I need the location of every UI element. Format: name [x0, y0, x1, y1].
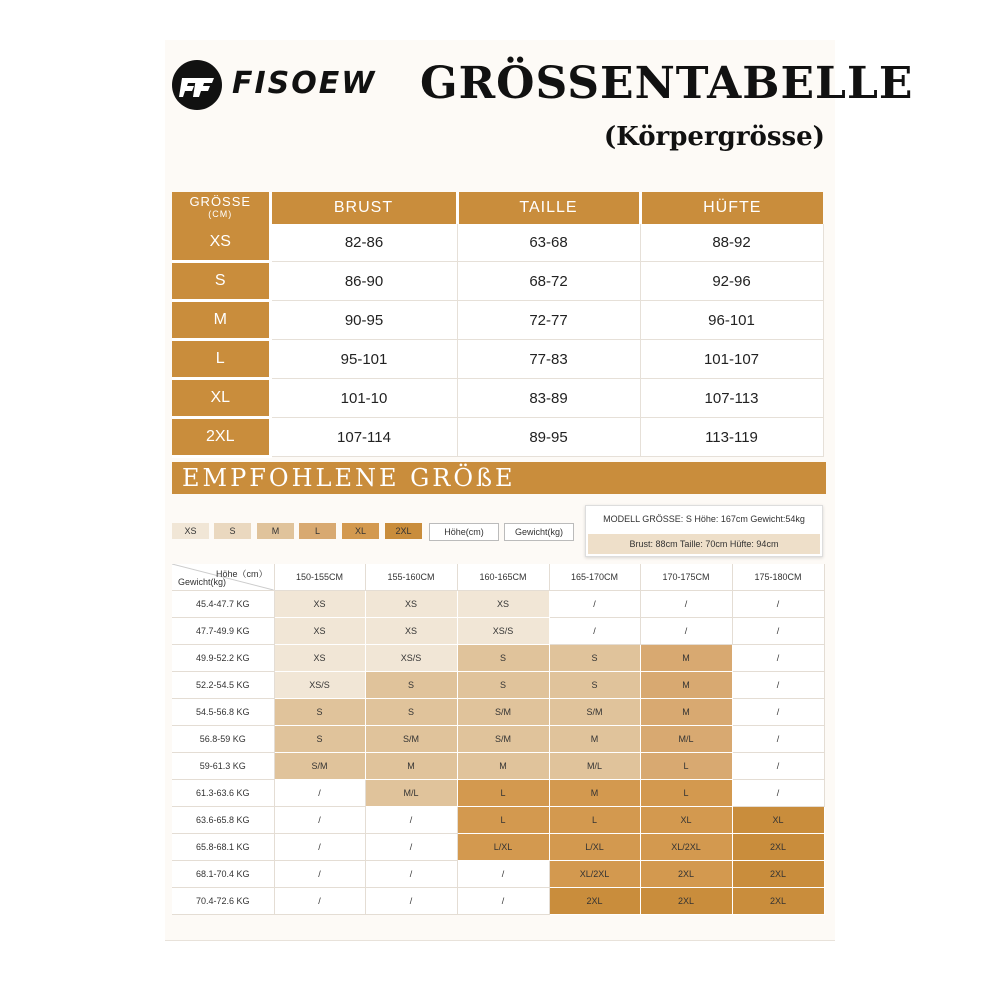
recommended-size-cell: XS/S	[457, 618, 549, 645]
header-taille: TAILLE	[457, 192, 640, 224]
size-row	[172, 301, 823, 340]
legend-swatch-l: L	[299, 523, 336, 539]
recommended-size-cell: L	[549, 807, 640, 834]
weight-row	[172, 861, 824, 888]
recommended-size-cell: /	[732, 618, 824, 645]
weight-row	[172, 888, 824, 915]
recommended-size-cell: 2XL	[732, 888, 824, 915]
weight-row	[172, 645, 824, 672]
size-row	[172, 340, 823, 379]
measurement-cell: 90-95	[270, 301, 457, 340]
recommended-size-cell: S	[457, 645, 549, 672]
recommended-size-cell: S/M	[457, 726, 549, 753]
recommended-size-cell: /	[274, 780, 365, 807]
size-table-header	[172, 192, 823, 224]
legend-swatch-xl: XL	[342, 523, 379, 539]
recommended-size-cell: L	[640, 753, 732, 780]
measurement-cell: 63-68	[457, 224, 640, 262]
recommended-size-cell: L	[457, 780, 549, 807]
recommended-size-cell: M/L	[640, 726, 732, 753]
recommended-size-cell: XL	[640, 807, 732, 834]
recommended-size-cell: 2XL	[640, 888, 732, 915]
measurement-cell: 88-92	[640, 224, 823, 262]
recommended-size-cell: /	[274, 888, 365, 915]
recommended-size-cell: XS/S	[274, 672, 365, 699]
height-header: 160-165CM	[457, 564, 549, 591]
model-measurements-line: Brust: 88cm Taille: 70cm Hüfte: 94cm	[588, 534, 820, 554]
measurement-cell: 107-113	[640, 379, 823, 418]
size-row	[172, 418, 823, 457]
recommended-size-cell: M	[457, 753, 549, 780]
recommended-size-cell: 2XL	[549, 888, 640, 915]
weight-row	[172, 591, 824, 618]
size-label: S	[172, 262, 270, 301]
recommended-size-cell: /	[732, 753, 824, 780]
measurement-cell: 89-95	[457, 418, 640, 457]
measurement-cell: 72-77	[457, 301, 640, 340]
recommended-size-cell: S	[549, 645, 640, 672]
recommended-size-cell: /	[365, 861, 457, 888]
legend-weight: Gewicht(kg)	[504, 523, 574, 541]
recommended-size-cell: XL/2XL	[640, 834, 732, 861]
recommended-size-banner	[172, 462, 826, 494]
recommended-size-cell: 2XL	[640, 861, 732, 888]
legend-height: Höhe(cm)	[429, 523, 499, 541]
recommended-size-cell: /	[274, 834, 365, 861]
weight-label: 68.1-70.4 KG	[172, 861, 274, 888]
weight-label: 61.3-63.6 KG	[172, 780, 274, 807]
size-table-corner	[172, 192, 270, 224]
weight-row	[172, 780, 824, 807]
size-label: M	[172, 301, 270, 340]
size-row	[172, 224, 823, 262]
model-size-line: MODELL GRÖSSE: S Höhe: 167cm Gewicht:54kg	[603, 514, 805, 524]
weight-row	[172, 807, 824, 834]
measurement-cell: 101-107	[640, 340, 823, 379]
recommended-size-cell: /	[732, 780, 824, 807]
recommended-size-cell: M/L	[365, 780, 457, 807]
size-label: XL	[172, 379, 270, 418]
weight-label: 63.6-65.8 KG	[172, 807, 274, 834]
size-label: 2XL	[172, 418, 270, 457]
measurement-cell: 83-89	[457, 379, 640, 418]
banner-title: EMPFOHLENE GRÖßE	[182, 464, 516, 492]
recommended-size-cell: /	[732, 726, 824, 753]
size-label: XS	[172, 224, 270, 262]
weight-row	[172, 753, 824, 780]
measurement-cell: 77-83	[457, 340, 640, 379]
measurement-cell: 107-114	[270, 418, 457, 457]
corner-unit: (CM)	[208, 209, 233, 219]
recommended-size-cell: M/L	[549, 753, 640, 780]
recommended-size-cell: M	[640, 672, 732, 699]
recommended-size-cell: L/XL	[457, 834, 549, 861]
recommended-size-cell: /	[640, 591, 732, 618]
recommended-size-cell: S/M	[549, 699, 640, 726]
recommended-size-cell: M	[640, 699, 732, 726]
weight-row	[172, 672, 824, 699]
recommended-size-cell: L/XL	[549, 834, 640, 861]
size-label: L	[172, 340, 270, 379]
recommended-size-cell: 2XL	[732, 834, 824, 861]
recommended-size-cell: /	[457, 888, 549, 915]
recommended-size-cell: L	[457, 807, 549, 834]
measurement-cell: 92-96	[640, 262, 823, 301]
weight-label: 70.4-72.6 KG	[172, 888, 274, 915]
logo-f-icon	[178, 66, 216, 104]
recommended-size-cell: XS	[365, 591, 457, 618]
recommended-size-cell: S	[365, 699, 457, 726]
measurement-cell: 95-101	[270, 340, 457, 379]
legend-swatch-m: M	[257, 523, 294, 539]
recommended-size-cell: XS	[365, 618, 457, 645]
legend-swatch-2xl: 2XL	[385, 523, 422, 539]
recommended-size-cell: /	[640, 618, 732, 645]
weight-row	[172, 726, 824, 753]
weight-row	[172, 618, 824, 645]
recommended-size-cell: XS	[457, 591, 549, 618]
height-header: 150-155CM	[274, 564, 365, 591]
header-huefte: HÜFTE	[640, 192, 823, 224]
recommended-size-cell: S/M	[457, 699, 549, 726]
weight-row	[172, 699, 824, 726]
recommended-size-cell: /	[457, 861, 549, 888]
weight-label: 65.8-68.1 KG	[172, 834, 274, 861]
recommendation-corner	[172, 564, 274, 591]
recommended-size-cell: M	[640, 645, 732, 672]
recommended-size-cell: XS	[274, 645, 365, 672]
brand-name: FISOEW	[232, 66, 377, 101]
page-title: GRÖSSENTABELLE	[420, 58, 914, 109]
measurement-cell: 82-86	[270, 224, 457, 262]
weight-row	[172, 834, 824, 861]
recommendation-table	[172, 564, 825, 915]
recommended-size-cell: S/M	[365, 726, 457, 753]
recommended-size-cell: S	[457, 672, 549, 699]
height-header: 170-175CM	[640, 564, 732, 591]
header-brust: BRUST	[270, 192, 457, 224]
recommended-size-cell: XS	[274, 618, 365, 645]
size-row	[172, 262, 823, 301]
corner-weight-label: Gewicht(kg)	[178, 577, 227, 587]
measurement-cell: 101-10	[270, 379, 457, 418]
page-subtitle: (Körpergrösse)	[603, 122, 825, 152]
size-table	[172, 192, 824, 458]
recommended-size-cell: /	[274, 807, 365, 834]
recommended-size-cell: S	[274, 699, 365, 726]
recommended-size-cell: /	[732, 672, 824, 699]
height-header: 165-170CM	[549, 564, 640, 591]
recommended-size-cell: S	[549, 672, 640, 699]
recommended-size-cell: /	[549, 618, 640, 645]
measurement-cell: 68-72	[457, 262, 640, 301]
height-header: 175-180CM	[732, 564, 824, 591]
measurement-cell: 96-101	[640, 301, 823, 340]
recommended-size-cell: M	[549, 726, 640, 753]
recommended-size-cell: /	[732, 645, 824, 672]
recommended-size-cell: S	[365, 672, 457, 699]
size-row	[172, 379, 823, 418]
legend-swatch-xs: XS	[172, 523, 209, 539]
recommended-size-cell: XS	[274, 591, 365, 618]
recommended-size-cell: XL	[732, 807, 824, 834]
divider	[165, 940, 835, 941]
recommended-size-cell: /	[365, 807, 457, 834]
legend-swatch-s: S	[214, 523, 251, 539]
recommended-size-cell: /	[732, 699, 824, 726]
weight-label: 56.8-59 KG	[172, 726, 274, 753]
recommended-size-cell: /	[549, 591, 640, 618]
brand-logo	[172, 60, 222, 110]
recommended-size-cell: /	[732, 591, 824, 618]
model-info-box	[585, 505, 823, 557]
recommendation-header	[172, 564, 824, 591]
recommended-size-cell: /	[274, 861, 365, 888]
height-header: 155-160CM	[365, 564, 457, 591]
recommended-size-cell: S/M	[274, 753, 365, 780]
weight-label: 49.9-52.2 KG	[172, 645, 274, 672]
recommended-size-cell: S	[274, 726, 365, 753]
recommended-size-cell: L	[640, 780, 732, 807]
recommended-size-cell: 2XL	[732, 861, 824, 888]
recommended-size-cell: /	[365, 888, 457, 915]
recommended-size-cell: M	[365, 753, 457, 780]
measurement-cell: 86-90	[270, 262, 457, 301]
weight-label: 45.4-47.7 KG	[172, 591, 274, 618]
recommended-size-cell: XL/2XL	[549, 861, 640, 888]
corner-label: GRÖSSE	[189, 194, 252, 209]
recommended-size-cell: XS/S	[365, 645, 457, 672]
measurement-cell: 113-119	[640, 418, 823, 457]
weight-label: 47.7-49.9 KG	[172, 618, 274, 645]
corner-height-label: Höhe（cm）	[215, 569, 268, 579]
recommended-size-cell: M	[549, 780, 640, 807]
weight-label: 59-61.3 KG	[172, 753, 274, 780]
weight-label: 52.2-54.5 KG	[172, 672, 274, 699]
recommended-size-cell: /	[365, 834, 457, 861]
weight-label: 54.5-56.8 KG	[172, 699, 274, 726]
